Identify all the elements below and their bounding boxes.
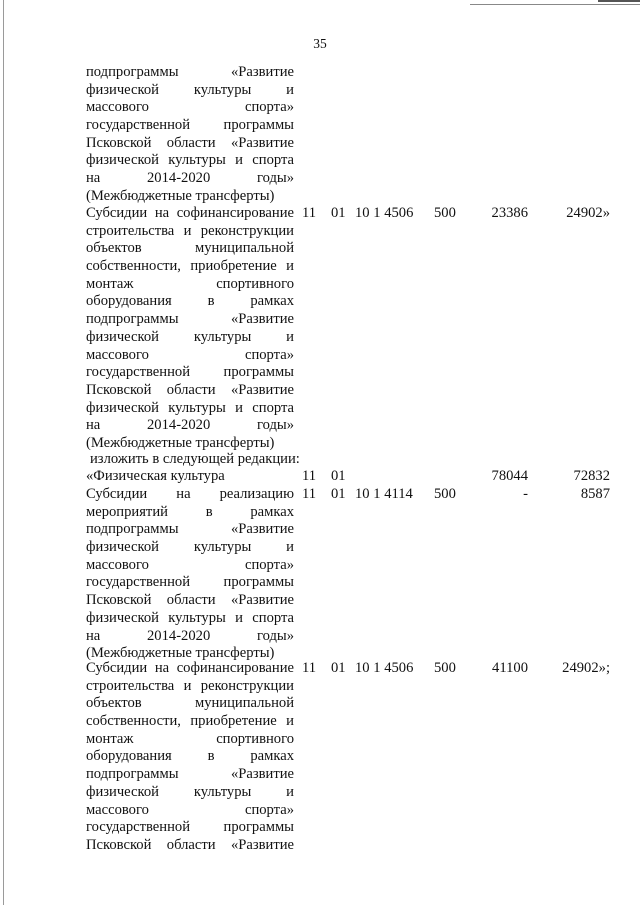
desc-line: на 2014-2020 годы» [86,170,294,187]
desc-line: подпрограммы «Развитие [86,311,294,328]
desc-line: (Межбюджетные трансферты) [86,434,275,451]
desc-line: Субсидии на реализацию [86,486,294,502]
subsection-code: 01 [331,468,346,484]
desc-line: строительства и реконструкции [86,222,294,239]
sum-year-2: 24902» [566,205,610,221]
expense-type-code: 500 [434,205,456,221]
sum-year-1: 23386 [491,205,528,221]
sum-year-1: - [523,486,528,502]
subsection-code: 01 [331,660,346,676]
desc-line: физической культуры и [86,81,294,98]
desc-line: физической культуры и спорта [86,152,294,169]
desc-line: оборудования в рамках [86,748,294,765]
desc-line: строительства и реконструкции [86,677,294,694]
target-article-code: 10 1 4114 [355,486,413,502]
target-article-code: 10 1 4506 [355,205,414,221]
expense-type-code: 500 [434,660,456,676]
desc-line: собственности, приобретение и [86,258,294,275]
desc-line: монтаж спортивного [86,275,294,292]
desc-line: на 2014-2020 годы» [86,417,294,434]
scan-edge-corner [598,0,640,2]
sum-year-1: 41100 [492,660,528,676]
desc-line: (Межбюджетные трансферты) [86,187,275,204]
section-code: 11 [302,205,317,221]
section-code: 11 [302,468,317,484]
row-description [86,468,294,486]
scan-edge-left [3,0,4,905]
sum-year-2: 8587 [580,486,610,502]
subsection-code: 01 [331,486,346,502]
desc-line: государственной программы [86,574,294,591]
row-description [86,660,294,855]
page-number: 35 [313,36,327,51]
expense-type-code: 500 [434,486,456,502]
target-article-code: 10 1 4506 [355,660,414,676]
desc-line: физической культуры и [86,328,294,345]
desc-line: Псковской области «Развитие [86,134,294,151]
sum-year-1: 78044 [491,468,528,484]
section-code: 11 [302,486,317,502]
sum-year-2: 24902»; [562,660,610,676]
desc-line: объектов муниципальной [86,695,294,712]
edit-instruction: изложить в следующей редакции: [90,451,300,467]
scan-edge-top [470,4,640,5]
desc-line: подпрограммы «Развитие [86,64,294,80]
desc-line: «Физическая культура [86,468,225,484]
desc-line: оборудования в рамках [86,293,294,310]
desc-line: государственной программы [86,364,294,381]
desc-line: монтаж спортивного [86,730,294,747]
desc-line: массового спорта» [86,99,294,116]
desc-line: физической культуры и спорта [86,399,294,416]
desc-line: Псковской области «Развитие [86,836,294,853]
row-description [86,205,294,453]
desc-line: на 2014-2020 годы» [86,627,294,644]
desc-line: Субсидии на софинансирование [86,660,294,676]
desc-line: собственности, приобретение и [86,713,294,730]
desc-line: Псковской области «Развитие [86,592,294,609]
section-code: 11 [302,660,317,676]
desc-line: массового спорта» [86,801,294,818]
desc-line: подпрограммы «Развитие [86,521,294,538]
desc-line: физической культуры и спорта [86,609,294,626]
desc-line: физической культуры и [86,539,294,556]
desc-line: массового спорта» [86,346,294,363]
desc-line: объектов муниципальной [86,240,294,257]
desc-line: Псковской области «Развитие [86,381,294,398]
sum-year-2: 72832 [573,468,610,484]
desc-line: (Межбюджетные трансферты) [86,645,275,662]
desc-line: Субсидии на софинансирование [86,205,294,221]
desc-line: подпрограммы «Развитие [86,766,294,783]
subsection-code: 01 [331,205,346,221]
row-description [86,486,294,663]
desc-line: массового спорта» [86,556,294,573]
row-description [86,64,294,206]
desc-line: физической культуры и [86,783,294,800]
desc-line: государственной программы [86,117,294,134]
desc-line: мероприятий в рамках [86,503,294,520]
desc-line: государственной программы [86,819,294,836]
